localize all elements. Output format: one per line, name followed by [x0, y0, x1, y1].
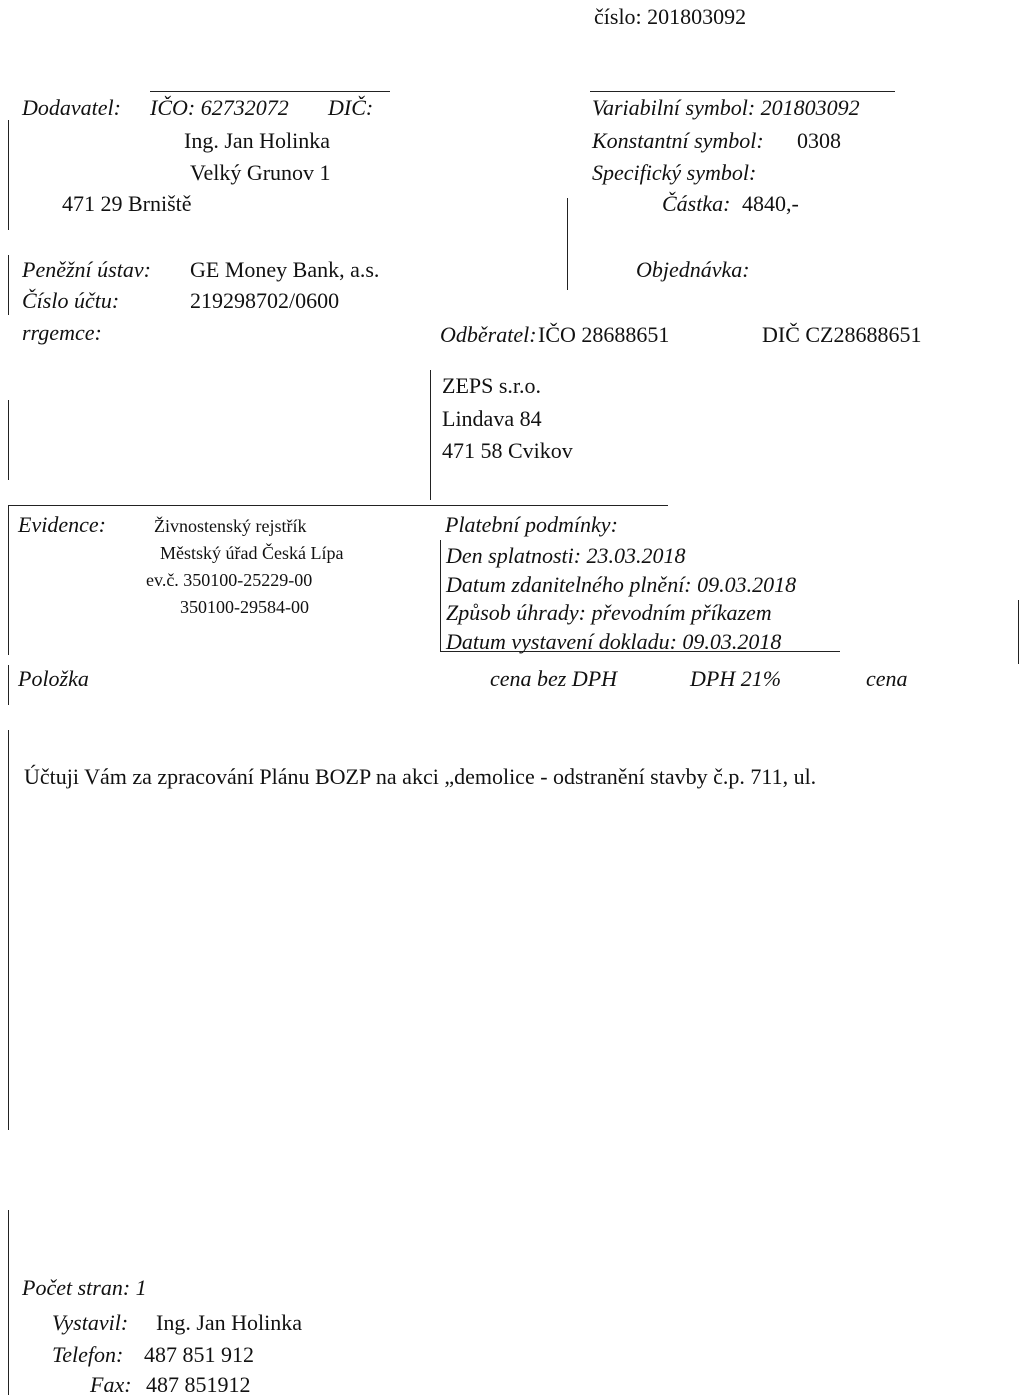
constant-symbol: 0308 [797, 128, 841, 153]
left-border-5 [8, 665, 9, 705]
supplier-street: Velký Grunov 1 [190, 160, 331, 185]
col-vat-header: DPH 21% [690, 666, 782, 691]
amount-value: 4840,- [742, 191, 799, 216]
right-border [1018, 600, 1019, 664]
constant-symbol-label: Konstantní symbol: [592, 128, 764, 153]
issued-by: Ing. Jan Holinka [156, 1310, 303, 1335]
phone-number: 487 851 912 [144, 1342, 254, 1367]
amount-label: Částka: [662, 191, 731, 216]
customer-name: ZEPS s.r.o. [442, 373, 542, 398]
left-border-4 [8, 505, 9, 655]
payment-issued: Datum vystavení dokladu: 09.03.2018 [446, 629, 782, 654]
supplier-label: Dodavatel: [22, 95, 121, 120]
registration-top-rule [8, 505, 668, 506]
supplier-ico: IČO: 62732072 [150, 95, 289, 120]
col-price-header: cena [866, 666, 908, 691]
left-border-2 [8, 255, 9, 315]
account-number: 219298702/0600 [190, 288, 340, 313]
customer-street: Lindava 84 [442, 406, 542, 431]
fax-number: 487 851912 [146, 1372, 251, 1397]
registration-line-2: Městský úřad Česká Lípa [160, 543, 344, 563]
symbols-top-rule [590, 91, 895, 92]
supplier-top-rule [150, 91, 390, 92]
page-count: Počet stran: 1 [22, 1275, 147, 1300]
customer-left-rule [430, 370, 431, 500]
customer-label: Odběratel: [440, 322, 537, 347]
left-border-1 [8, 120, 9, 230]
bank-name: GE Money Bank, a.s. [190, 257, 380, 282]
payment-due: Den splatnosti: 23.03.2018 [446, 543, 686, 568]
customer-ico: IČO 28688651 [538, 322, 670, 347]
registration-label: Evidence: [18, 512, 106, 537]
left-border-6 [8, 730, 9, 1130]
customer-city: 471 58 Cvikov [442, 438, 573, 463]
account-label: Číslo účtu: [22, 288, 120, 313]
issued-label: Vystavil: [52, 1310, 129, 1335]
registration-line-3: ev.č. 350100-25229-00 [146, 570, 313, 590]
col-net-header: cena bez DPH [490, 666, 618, 691]
registration-line-1: Živnostenský rejstřík [154, 516, 307, 536]
supplier-city: 471 29 Brniště [62, 191, 192, 216]
payment-left-rule [440, 540, 441, 652]
specific-symbol-label: Specifický symbol: [592, 160, 757, 185]
variable-symbol: Variabilní symbol: 201803092 [592, 95, 860, 120]
payment-taxable: Datum zdanitelného plnění: 09.03.2018 [446, 572, 797, 597]
order-label: Objednávka: [636, 257, 750, 282]
branch-label: rrgemce: [22, 320, 102, 345]
invoice-number: číslo: 201803092 [594, 4, 747, 29]
supplier-name: Ing. Jan Holinka [184, 128, 331, 153]
symbols-divider [567, 198, 568, 290]
payment-title: Platební podmínky: [445, 512, 618, 537]
bank-label: Peněžní ústav: [22, 257, 151, 282]
payment-method: Způsob úhrady: převodním příkazem [446, 600, 772, 625]
left-border-7 [8, 1210, 9, 1395]
supplier-dic: DIČ: [328, 95, 374, 120]
customer-dic: DIČ CZ28688651 [762, 322, 922, 347]
left-border-3 [8, 400, 9, 480]
fax-label: Fax: [90, 1372, 132, 1397]
phone-label: Telefon: [52, 1342, 124, 1367]
registration-line-4: 350100-29584-00 [180, 597, 309, 617]
invoice-body-text: Účtuji Vám za zpracování Plánu BOZP na akci „demolice - odstranění stavby č.p. 711, ul. [24, 764, 817, 789]
col-item-header: Položka [18, 666, 89, 691]
